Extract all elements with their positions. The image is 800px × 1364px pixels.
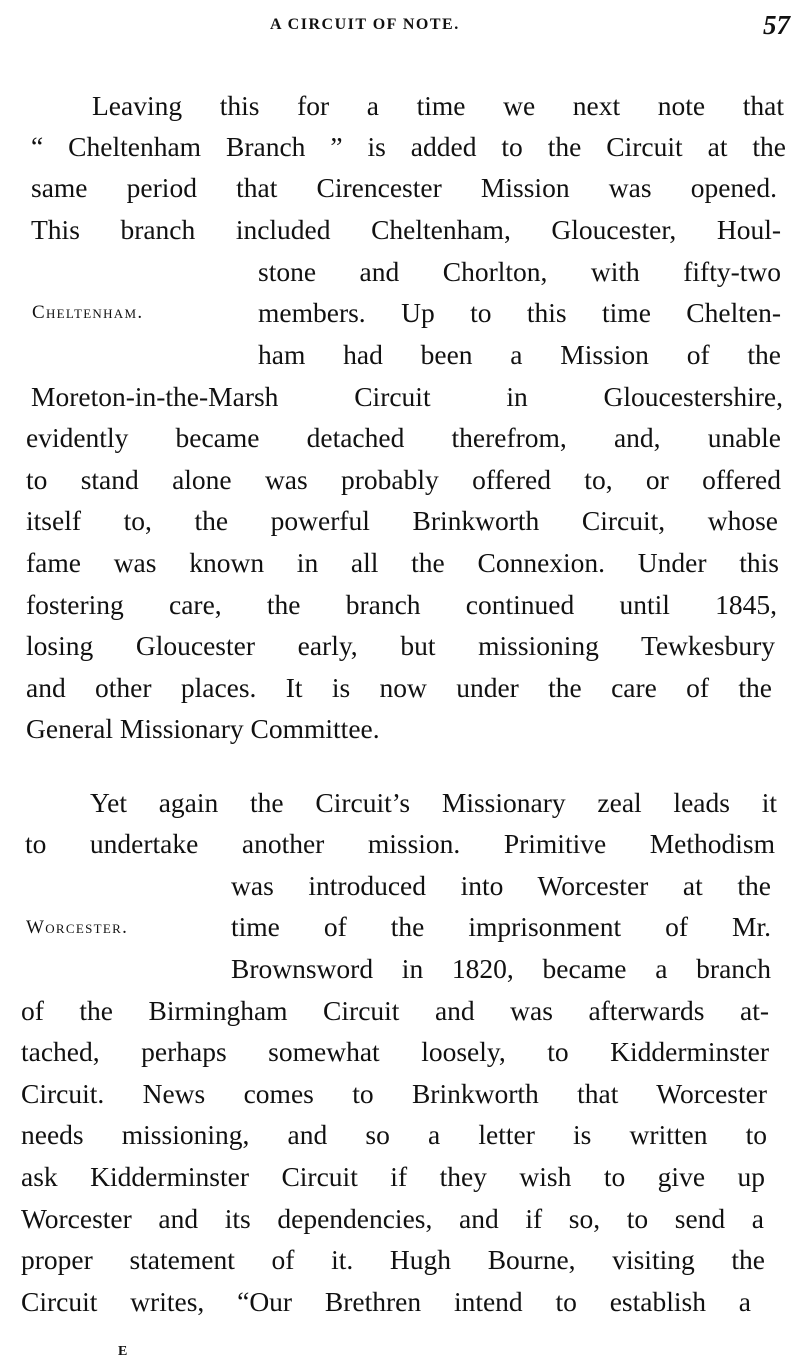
text-line: tached, perhaps somewhat loosely, to Kidderminster xyxy=(21,1036,769,1067)
margin-note-worcester: Worcester. xyxy=(26,917,129,938)
text-line: Brownsword in 1820, became a branch xyxy=(231,953,771,984)
text-line: “ Cheltenham Branch ” is added to the Circuit at the xyxy=(31,131,786,162)
text-line: Moreton-in-the-Marsh Circuit in Gloucestershire, xyxy=(31,381,783,412)
text-line: same period that Cirencester Mission was opened. xyxy=(31,172,777,203)
text-line: General Missionary Committee. xyxy=(26,713,380,744)
running-head: A CIRCUIT OF NOTE. xyxy=(270,16,460,33)
text-line: fame was known in all the Connexion. Under this xyxy=(26,547,779,578)
text-line: This branch included Cheltenham, Gloucester, Houl- xyxy=(31,214,781,245)
text-line: to undertake another mission. Primitive Methodism xyxy=(25,828,775,859)
margin-note-cheltenham: Cheltenham. xyxy=(32,302,144,323)
text-line: needs missioning, and so a letter is written to xyxy=(21,1119,767,1150)
text-line: was introduced into Worcester at the xyxy=(231,870,771,901)
text-line: Worcester and its dependencies, and if so, to send a xyxy=(21,1203,764,1234)
signature-mark: E xyxy=(118,1344,128,1359)
text-line: stone and Chorlton, with fifty-two xyxy=(258,256,781,287)
text-line: to stand alone was probably offered to, or offered xyxy=(26,464,781,495)
text-line: Circuit writes, “Our Brethren intend to establish a xyxy=(21,1286,751,1317)
text-line: ham had been a Mission of the xyxy=(258,339,781,370)
text-line: Yet again the Circuit’s Missionary zeal leads it xyxy=(90,787,777,818)
text-line: itself to, the powerful Brinkworth Circuit, whose xyxy=(26,505,778,536)
text-line: Circuit. News comes to Brinkworth that Worcester xyxy=(21,1078,767,1109)
text-line: fostering care, the branch continued until 1845, xyxy=(26,589,777,620)
text-line: ask Kidderminster Circuit if they wish to give up xyxy=(21,1161,765,1192)
text-line: losing Gloucester early, but missioning Tewkesbury xyxy=(26,630,775,661)
text-line: time of the imprisonment of Mr. xyxy=(231,911,771,942)
text-line: evidently became detached therefrom, and, unable xyxy=(26,422,781,453)
text-line: and other places. It is now under the care of the xyxy=(26,672,772,703)
text-line: of the Birmingham Circuit and was afterwards at- xyxy=(21,995,769,1026)
text-line: members. Up to this time Chelten- xyxy=(258,297,781,328)
page-number: 57 xyxy=(763,10,790,40)
text-line: proper statement of it. Hugh Bourne, visiting the xyxy=(21,1244,765,1275)
text-line: Leaving this for a time we next note that xyxy=(92,90,784,121)
